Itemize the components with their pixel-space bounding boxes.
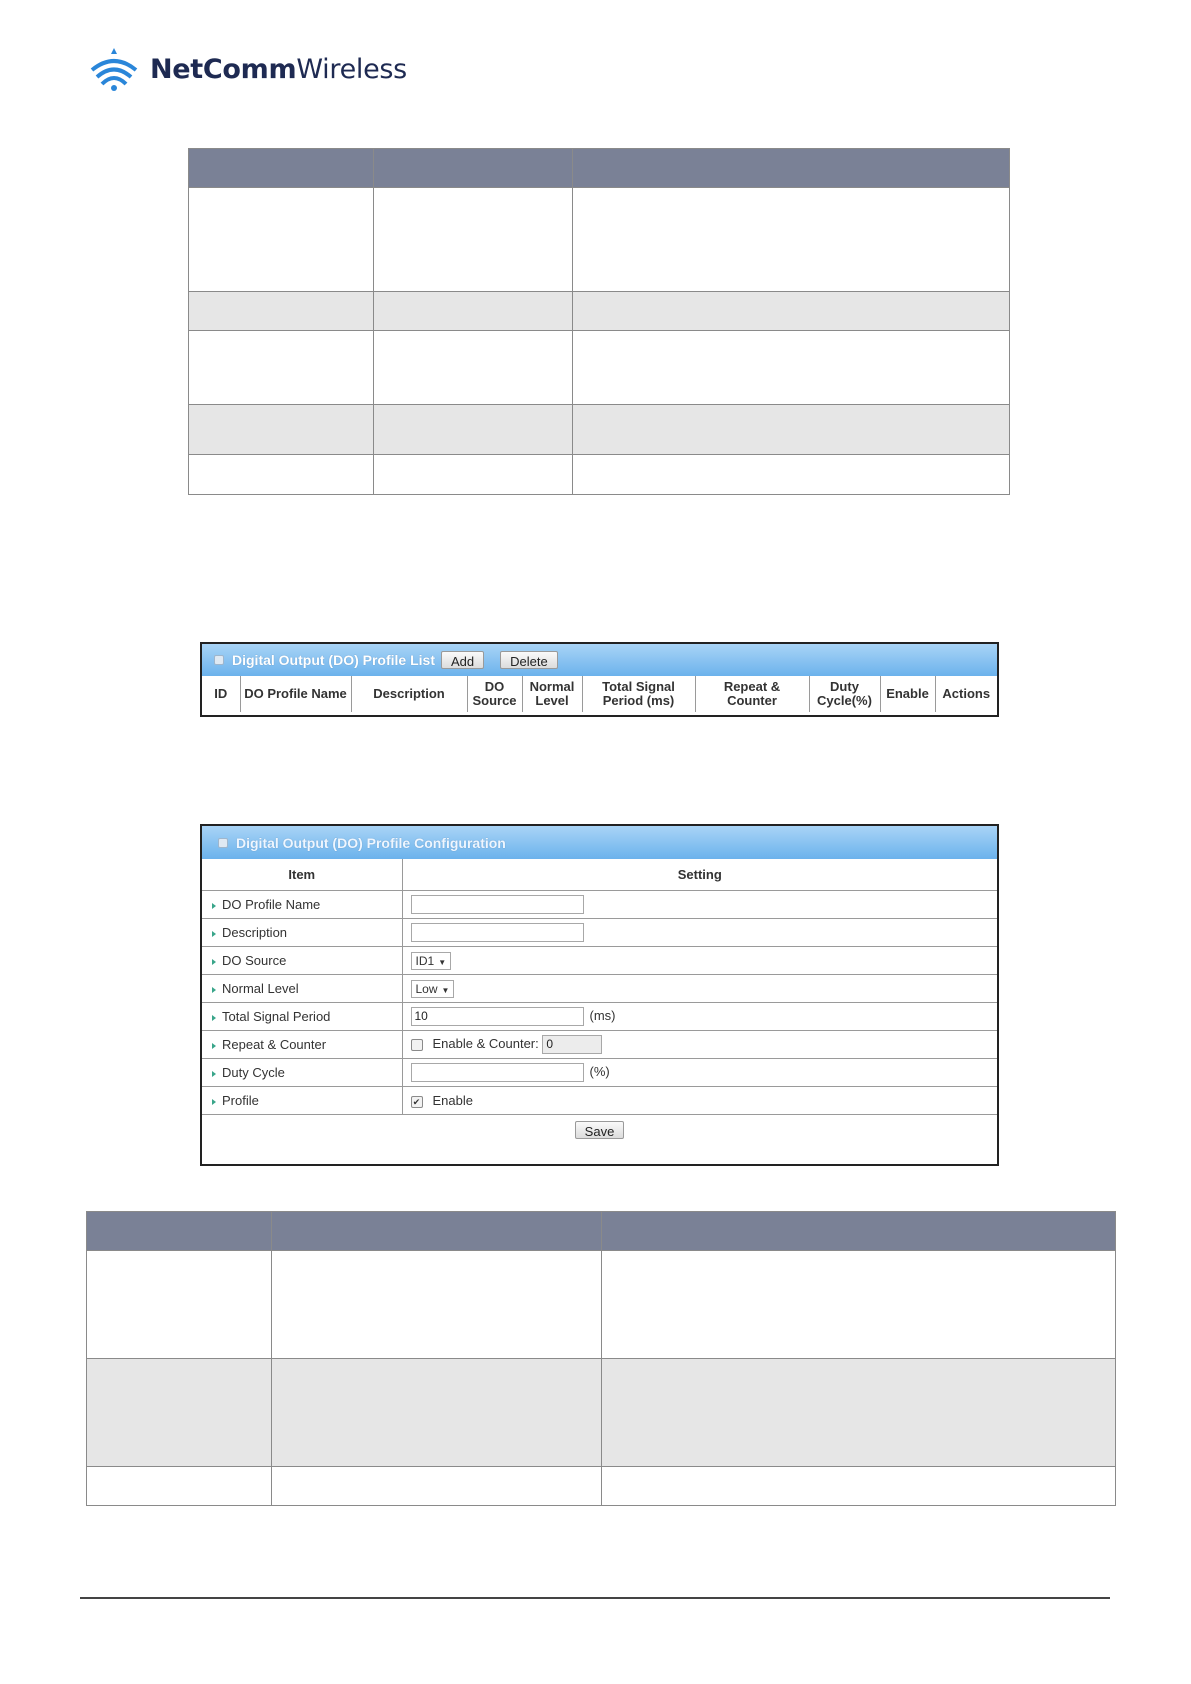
bullet-arrow-icon [212, 1071, 216, 1077]
header-item: Item [202, 859, 402, 891]
profile-label: Profile [222, 1093, 259, 1108]
table-row [189, 331, 1010, 405]
table-header-row [189, 149, 1010, 188]
do-profile-config-panel [200, 824, 999, 1166]
profile-name-input[interactable] [411, 895, 584, 914]
row-do-source [202, 947, 997, 975]
profile-enable-label: Enable [432, 1093, 473, 1108]
do-profile-config-titlebar [202, 826, 997, 859]
col-enable: Enable [880, 676, 935, 712]
do-source-value: ID1 [415, 953, 435, 968]
normal-level-value: Low [415, 981, 438, 996]
table-row [87, 1467, 1116, 1506]
total-signal-period-label: Total Signal Period [222, 1009, 331, 1024]
repeat-counter-label: Repeat & Counter [222, 1037, 327, 1052]
config-header-row [202, 859, 997, 891]
row-description [202, 919, 997, 947]
description-label: Description [222, 925, 288, 940]
header-setting: Setting [677, 867, 722, 882]
brand-name-light: Wireless [296, 53, 407, 85]
add-button[interactable]: Add [441, 651, 484, 669]
brand-name-bold: NetComm [150, 53, 297, 85]
wifi-signal-icon [88, 46, 140, 92]
ms-unit-label: (ms) [589, 1007, 616, 1023]
delete-button[interactable]: Delete [500, 651, 558, 669]
row-repeat-counter [202, 1031, 997, 1059]
row-total-signal-period [202, 1003, 997, 1031]
col-do-source: DO Source [467, 676, 522, 712]
list-header-row [202, 676, 997, 712]
do-profile-list-title: Digital Output (DO) Profile List [232, 652, 435, 668]
bullet-arrow-icon [212, 1043, 216, 1049]
row-normal-level [202, 975, 997, 1003]
table-row [189, 292, 1010, 331]
col-id: ID [202, 676, 240, 712]
bullet-arrow-icon [212, 931, 216, 937]
col-description: Description [351, 676, 467, 712]
col-actions: Actions [942, 686, 991, 701]
do-source-label: DO Source [222, 953, 287, 968]
duty-cycle-label: Duty Cycle [222, 1065, 285, 1080]
total-signal-period-input[interactable]: 10 [411, 1007, 584, 1026]
bullet-arrow-icon [212, 987, 216, 993]
profile-name-label: DO Profile Name [222, 897, 321, 912]
chevron-down-icon: ▼ [441, 985, 450, 995]
brand-name [150, 54, 407, 85]
panel-square-icon [218, 838, 228, 848]
col-profile-name: DO Profile Name [240, 676, 351, 712]
row-save [202, 1115, 997, 1145]
do-source-select[interactable] [411, 952, 452, 970]
col-total-signal-period: Total Signal Period (ms) [582, 676, 695, 712]
normal-level-select[interactable] [411, 980, 455, 998]
table-row [189, 188, 1010, 292]
do-profile-config-table [202, 859, 997, 1144]
chevron-down-icon: ▼ [438, 957, 447, 967]
col-duty-cycle: Duty Cycle(%) [809, 676, 880, 712]
table-row [87, 1251, 1116, 1359]
top-description-table [188, 148, 1010, 495]
do-profile-config-title: Digital Output (DO) Profile Configuration [236, 834, 506, 851]
counter-input[interactable]: 0 [542, 1035, 602, 1054]
save-button[interactable]: Save [575, 1121, 625, 1139]
profile-enable-checkbox[interactable]: ✔ [411, 1096, 423, 1108]
percent-unit-label: (%) [589, 1063, 610, 1079]
normal-level-label: Normal Level [222, 981, 299, 996]
enable-counter-label: Enable & Counter: [432, 1035, 539, 1051]
table-row [189, 455, 1010, 495]
col-normal-level: Normal Level [522, 676, 582, 712]
do-profile-list-table [202, 676, 997, 712]
panel-square-icon [214, 655, 224, 665]
do-profile-list-panel [200, 642, 999, 717]
table-row [87, 1359, 1116, 1467]
repeat-counter-checkbox[interactable] [411, 1039, 423, 1051]
col-repeat-counter: Repeat & Counter [695, 676, 809, 712]
bullet-arrow-icon [212, 1015, 216, 1021]
do-profile-list-titlebar [202, 644, 997, 676]
netcomm-logo [88, 44, 407, 94]
bullet-arrow-icon [212, 959, 216, 965]
table-row [189, 405, 1010, 455]
bottom-description-table [86, 1211, 1116, 1506]
row-profile-name [202, 891, 997, 919]
row-duty-cycle [202, 1059, 997, 1087]
table-header-row [87, 1212, 1116, 1251]
footer-divider [80, 1597, 1110, 1599]
row-profile [202, 1087, 997, 1115]
bullet-arrow-icon [212, 1099, 216, 1105]
description-input[interactable] [411, 923, 584, 942]
duty-cycle-input[interactable] [411, 1063, 584, 1082]
bullet-arrow-icon [212, 903, 216, 909]
